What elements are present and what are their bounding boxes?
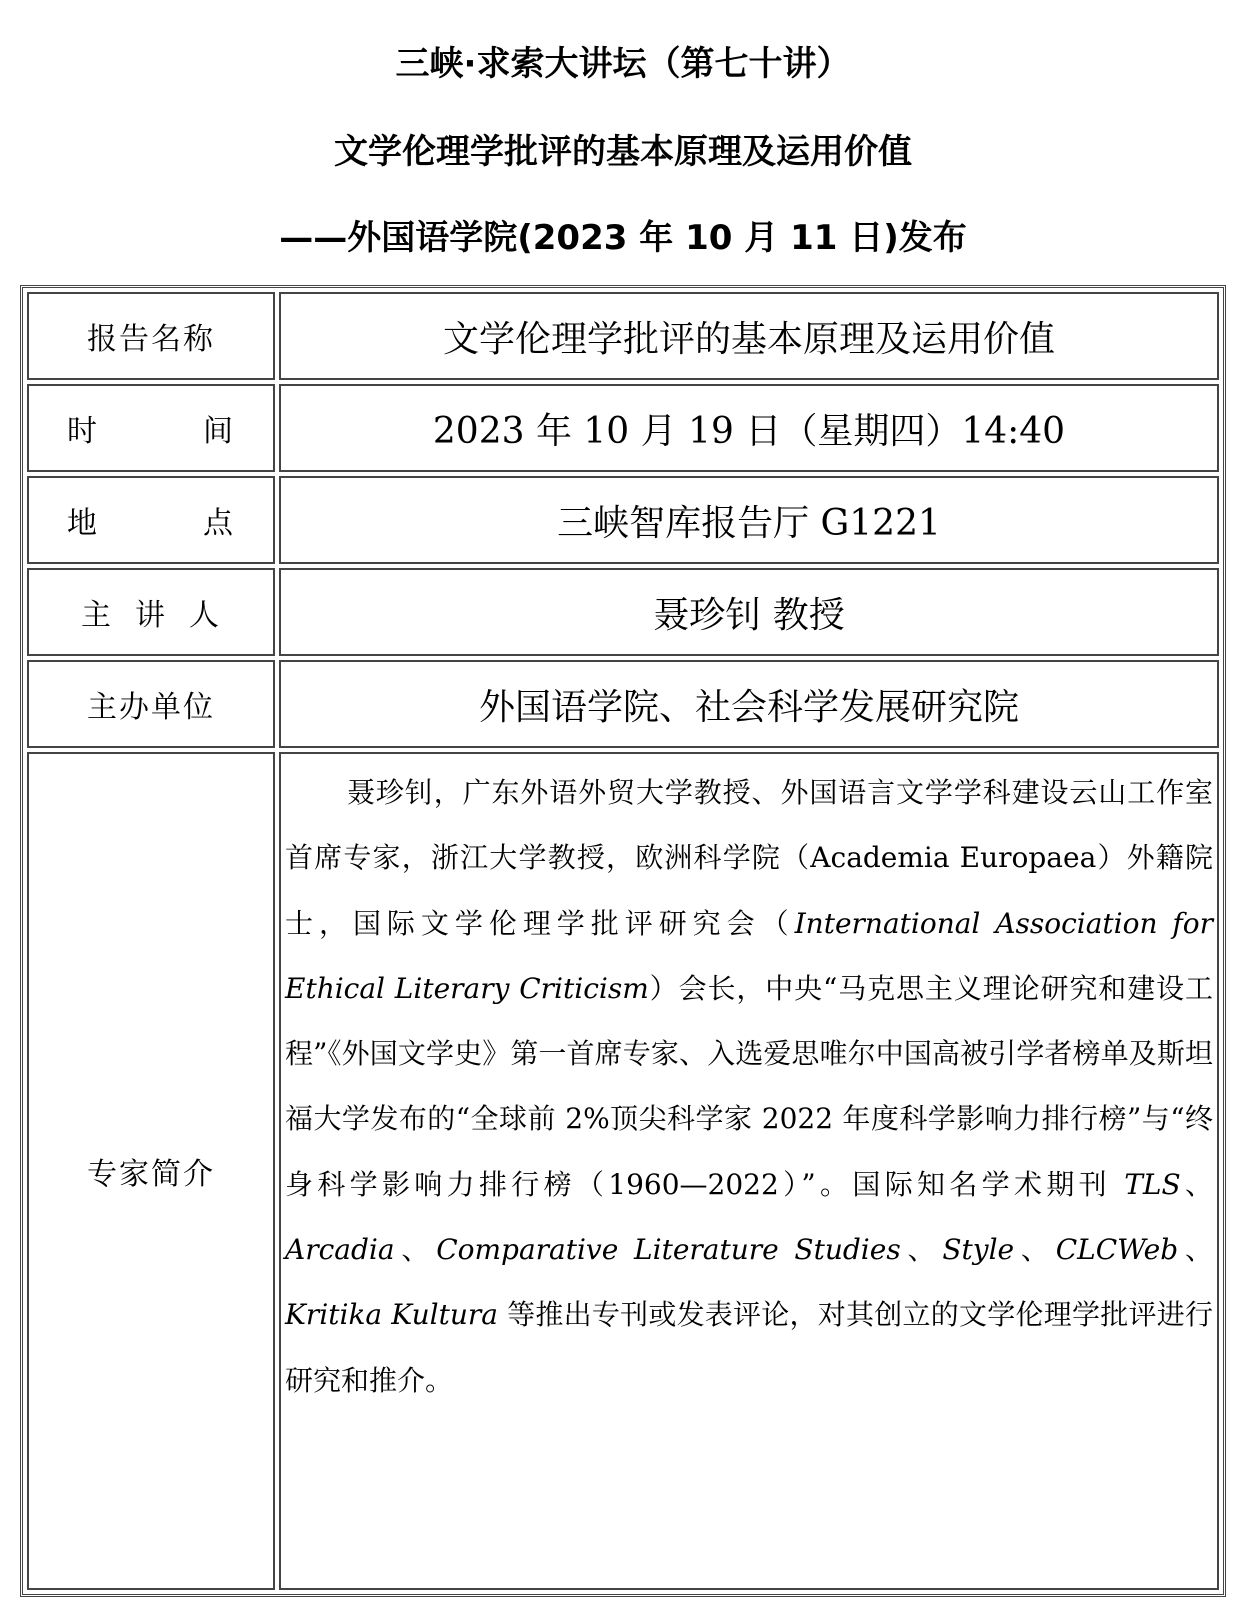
- journal-clcweb: CLCWeb: [1055, 1233, 1179, 1267]
- journal-kritika-kultura: Kritika Kultura: [285, 1298, 498, 1332]
- table-row: [27, 660, 1219, 748]
- series-title: 三峡·求索大讲坛（第七十讲）: [395, 44, 851, 84]
- bio-separator: 、: [1178, 1233, 1213, 1267]
- bio-separator: 、: [394, 1233, 437, 1267]
- value-location: 三峡智库报告厅 G1221: [279, 476, 1219, 564]
- bio-separator: 、: [1180, 1167, 1213, 1201]
- bio-text-1: 聂珍钊，广东外语外贸大学教授、外国语言文学学科建设云山工作室首席专家，浙江大学教授，欧洲科学院（Academia Europaea）外籍院士，国际文学伦理学批评研究会（: [285, 776, 1213, 940]
- table-row: [27, 476, 1219, 564]
- journal-cls: Comparative Literature Studies: [436, 1233, 901, 1267]
- speaker-bio: [279, 752, 1219, 1590]
- label-time: 时间: [27, 384, 275, 472]
- release-line: ——外国语学院(2023 年 10 月 11 日)发布: [279, 218, 967, 258]
- label-bio: 专家简介: [27, 752, 275, 1590]
- label-report-name: 报告名称: [27, 292, 275, 380]
- label-location: 地点: [27, 476, 275, 564]
- table-row: [27, 292, 1219, 380]
- table-row: [27, 752, 1219, 1590]
- main-title: 文学伦理学批评的基本原理及运用价值: [334, 132, 912, 172]
- journal-tls: TLS: [1124, 1167, 1181, 1201]
- journal-style: Style: [942, 1233, 1015, 1267]
- table-row: [27, 384, 1219, 472]
- bio-text-2: ）会长，中央“马克思主义理论研究和建设工程”《外国文学史》第一首席专家、入选爱思唯尔中国高被引学者榜单及斯坦福大学发布的“全球前 2%顶尖科学家 2022 年度科学影响力排行榜”与“终身科学影响力排行榜（1960—2022）”。国际知名学术期刊: [285, 971, 1213, 1201]
- bio-text-3: 等推出专刊或发表评论，对其创立的文学伦理学批评进行研究和推介。: [285, 1298, 1214, 1397]
- journal-arcadia: Arcadia: [285, 1233, 395, 1267]
- bio-separator: 、: [1014, 1233, 1056, 1267]
- value-time: 2023 年 10 月 19 日（星期四）14:40: [279, 384, 1219, 472]
- bio-org-name: International Association for Ethical Literary Criticism: [285, 906, 1213, 1005]
- bio-separator: 、: [900, 1233, 943, 1267]
- label-speaker: 主讲人: [27, 568, 275, 656]
- label-organizer: 主办单位: [27, 660, 275, 748]
- table-row: [27, 568, 1219, 656]
- value-report-name: 文学伦理学批评的基本原理及运用价值: [279, 292, 1219, 380]
- lecture-info-table: [20, 285, 1226, 1597]
- value-speaker: 聂珍钊 教授: [279, 568, 1219, 656]
- value-organizer: 外国语学院、社会科学发展研究院: [279, 660, 1219, 748]
